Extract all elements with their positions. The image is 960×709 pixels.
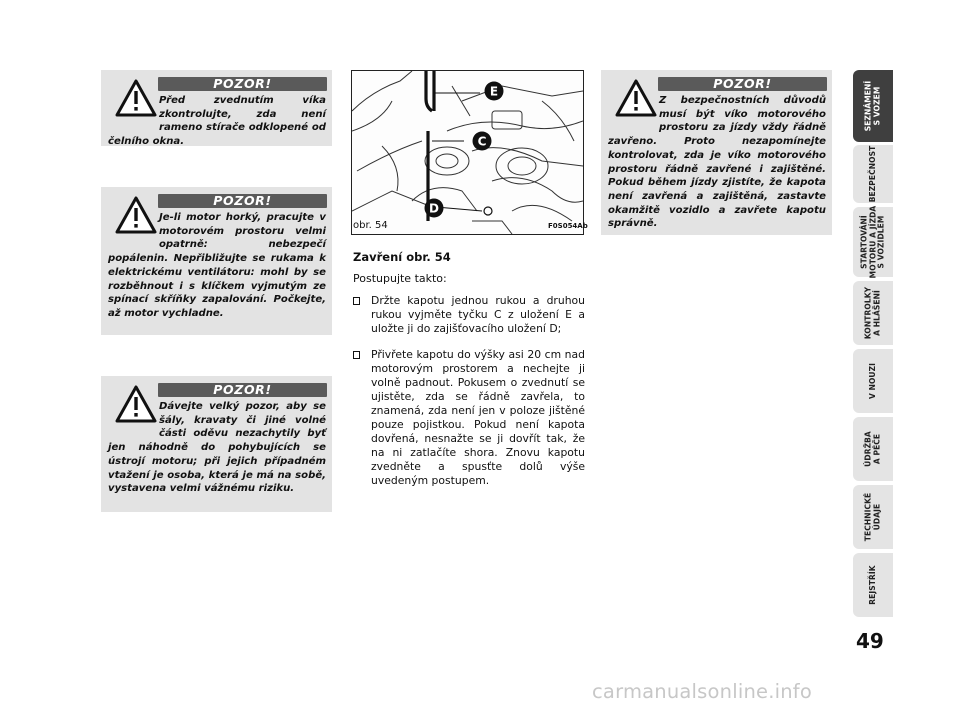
warning-text: Z bezpečnostních důvodů musí být víko motorového prostoru za jízdy vždy řádně zavřeno. Proto nezapomínejte kontrolovat, zda je víko motorového prostoru řádně zavřené i zajištěné. Pokud během jízdy zjistíte, že kapota není zavřená a zajištěná, zastavte okamžitě vozidlo a zavřete kapotu správně.: [608, 95, 826, 230]
step-item: [353, 294, 585, 336]
engine-bay-drawing: [352, 71, 583, 234]
warning-text: Před zvednutím víka zkontrolujte, zda není rameno stírače odklopené od čelního okna.: [108, 95, 326, 148]
section-title: Zavření obr. 54: [353, 250, 451, 264]
tab-startovani[interactable]: [853, 207, 893, 277]
warning-header: POZOR!: [158, 77, 327, 91]
tab-label: ÚDRŽBA A PÉČE: [863, 431, 881, 467]
watermark-text: carmanualsonline.info: [592, 680, 812, 703]
step-text: Přivřete kapotu do výšky asi 20 cm nad motorovým prostorem a nechejte ji volně padnout. Pokusem o zvednutí se ujistěte, zda se řádně zavřela, to znamená, zda není jen v poloze jištěné pouze pojistkou. Pokud není kapota dovřená, nesnažte se ji dovřít tak, že na ni zatlačíte shora. Znovu kapotu zvedněte a spusťte dolů výše uvedeným postupem.: [371, 348, 585, 487]
page-number: 49: [856, 629, 884, 653]
tab-rejstrik[interactable]: [853, 553, 893, 617]
checkbox-bullet-icon: [353, 351, 360, 359]
callout-C: C: [477, 134, 487, 149]
warning-header: POZOR!: [158, 383, 327, 397]
tab-label: V NOUZI: [867, 362, 877, 400]
warning-box-hot-engine: [101, 187, 332, 335]
warning-text: Dávejte velký pozor, aby se šály, kravaty či jiné volné části oděvu nezachytily byť jen náhodně do pohybujících se ústrojí motoru; při jejich případném vtažení je osoba, která je má na sobě, vystavena velmi vážnému riziku.: [108, 401, 326, 495]
warning-box-windshield-wiper: [101, 70, 332, 146]
warning-header: POZOR!: [158, 194, 327, 208]
warning-box-bonnet-closed: [601, 70, 832, 235]
tab-label: REJSTŘÍK: [867, 565, 877, 605]
callout-D: D: [429, 201, 439, 216]
step-text: Držte kapotu jednou rukou a druhou rukou vyjměte tyčku C z uložení E a uložte ji do zajišťovacího uložení D;: [371, 294, 585, 335]
engine-bay-illustration: [351, 70, 584, 235]
checkbox-bullet-icon: [353, 297, 360, 305]
step-item: [353, 348, 585, 488]
tab-label: BEZPEČNOST: [867, 145, 877, 203]
tab-label: KONTROLKY A HLÁŠENÍ: [863, 286, 881, 340]
tab-label: TECHNICKÉ ÚDAJE: [863, 492, 881, 542]
section-intro: Postupujte takto:: [353, 272, 447, 285]
tab-bezpecnost[interactable]: [853, 145, 893, 203]
warning-text: Je-li motor horký, pracujte v motorovém prostoru velmi opatrně: nebezpečí popálenin. Nepřibližujte se rukama k elektrickému ventilátoru: mohl by se rozběhnout i s klíčkem vyjmutým ze spínací skříňky zapalování. Počkejte, až motor vychladne.: [108, 212, 326, 319]
tab-kontrolky[interactable]: [853, 281, 893, 345]
warning-header: POZOR!: [658, 77, 827, 91]
tab-label: STARTOVÁNÍ MOTORU A JÍZDA S VOZIDLEM: [859, 205, 886, 279]
tab-label: SEZNÁMENÍ S VOZEM: [863, 80, 881, 132]
figure-code: F0S054Ab: [548, 222, 588, 230]
tab-udrzba[interactable]: [853, 417, 893, 481]
callout-E: E: [489, 84, 499, 99]
tab-seznameni-s-vozem[interactable]: [853, 70, 893, 142]
warning-box-loose-clothing: [101, 376, 332, 512]
tab-technicke-udaje[interactable]: [853, 485, 893, 549]
figure-caption: obr. 54: [353, 220, 388, 231]
tab-v-nouzi[interactable]: [853, 349, 893, 413]
